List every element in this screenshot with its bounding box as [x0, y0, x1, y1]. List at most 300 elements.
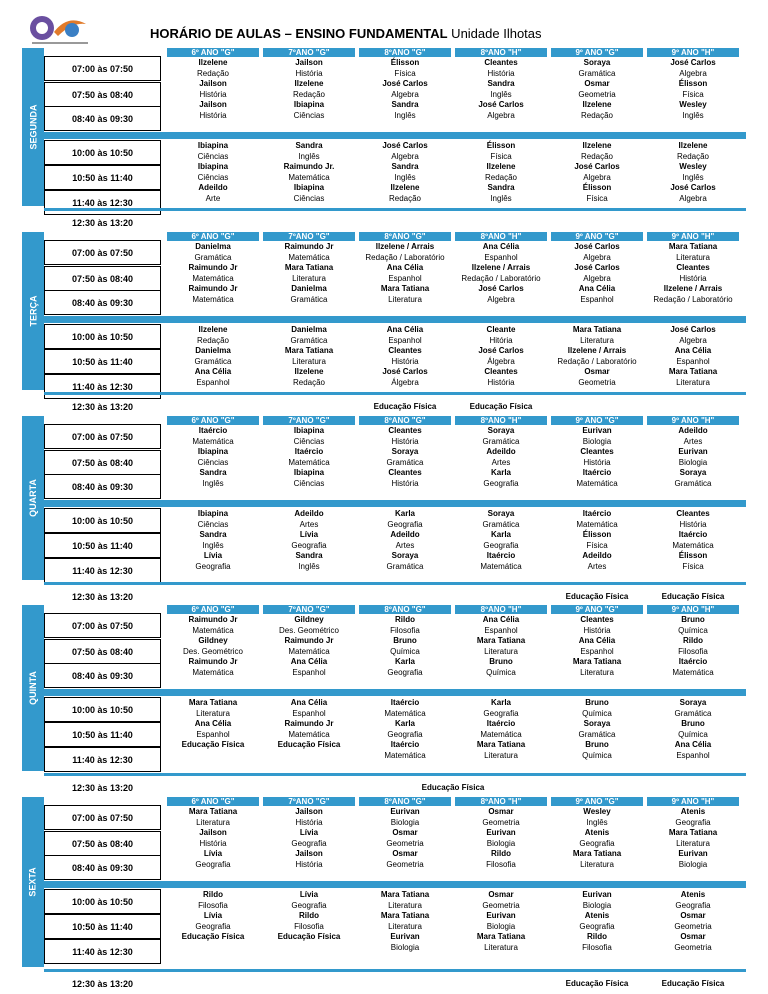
- teacher-name: Osmar: [584, 79, 610, 88]
- teacher-name: Lívia: [203, 911, 223, 920]
- subject-name: Espanhol: [292, 708, 326, 718]
- time-slot: 07:00 às 07:50: [44, 613, 161, 638]
- subject-name: Gramática: [290, 335, 328, 345]
- lesson-block: [263, 890, 355, 943]
- subject-name: Inglês: [682, 172, 704, 182]
- teacher-name: Itaércio: [678, 657, 708, 666]
- teacher-name: Sandra: [295, 141, 323, 150]
- teacher-name: Jailson: [199, 100, 227, 109]
- subject-name: Gramática: [578, 729, 616, 739]
- subject-name: Redação: [388, 193, 422, 203]
- lesson-block: [647, 807, 739, 870]
- lesson-block: [647, 141, 739, 204]
- subject-name: Des. Geométrico: [278, 625, 340, 635]
- subject-name: História: [199, 89, 227, 99]
- subject-name: Espanhol: [292, 667, 326, 677]
- teacher-name: Ana Célia: [386, 325, 424, 334]
- subject-name: Geometria: [674, 921, 712, 931]
- teacher-name: Ilzelene: [198, 325, 228, 334]
- time-slot: 08:40 às 09:30: [44, 290, 161, 315]
- teacher-name: Ana Célia: [578, 284, 616, 293]
- teacher-name: Raimundo Jr: [284, 636, 334, 645]
- lesson-block: [359, 509, 451, 572]
- subject-name: Literatura: [292, 356, 326, 366]
- day-end-bar: [44, 969, 746, 972]
- teacher-name: Itaércio: [294, 447, 324, 456]
- subject-name: Geografia: [387, 667, 423, 677]
- teacher-name: Ibiapina: [293, 100, 325, 109]
- subject-name: História: [487, 377, 515, 387]
- time-slot: 11:40 às 12:30: [44, 558, 161, 583]
- lunch-activity: Educação Física: [565, 592, 629, 601]
- teacher-name: Ana Célia: [482, 242, 520, 251]
- lesson-block: [647, 615, 739, 678]
- teacher-name: Itaércio: [390, 698, 420, 707]
- subject-name: Biologia: [486, 838, 516, 848]
- teacher-name: Itaércio: [486, 551, 516, 560]
- subject-name: Física: [490, 151, 512, 161]
- class-header: 7ºANO "G": [263, 797, 355, 806]
- teacher-name: Élisson: [390, 58, 420, 67]
- class-header: 8ºANO "G": [359, 605, 451, 614]
- subject-name: Gramática: [674, 478, 712, 488]
- lesson-block: [455, 426, 547, 489]
- subject-name: Matemática: [192, 667, 234, 677]
- class-header: 7ºANO "G": [263, 605, 355, 614]
- subject-name: História: [391, 478, 419, 488]
- subject-name: Física: [586, 540, 608, 550]
- subject-name: Redação / Laboratório: [653, 294, 733, 304]
- teacher-name: Élisson: [582, 530, 612, 539]
- lesson-block: [167, 426, 259, 489]
- teacher-name: Atenis: [680, 807, 706, 816]
- subject-name: Gramática: [674, 708, 712, 718]
- teacher-name: Ilzelene: [582, 141, 612, 150]
- teacher-name: Eurivan: [678, 447, 708, 456]
- lesson-block: [263, 509, 355, 572]
- subject-name: Filosofia: [294, 921, 324, 931]
- subject-name: Geografia: [483, 708, 519, 718]
- subject-name: Geografia: [291, 900, 327, 910]
- teacher-name: Eurivan: [390, 932, 420, 941]
- teacher-name: Danielma: [195, 242, 231, 251]
- teacher-name: Educação Física: [277, 740, 341, 749]
- teacher-name: Jailson: [295, 58, 323, 67]
- teacher-name: Sandra: [391, 100, 419, 109]
- lesson-block: [359, 615, 451, 678]
- teacher-name: Ibiapina: [197, 447, 229, 456]
- day-name: QUARTA: [28, 479, 39, 517]
- class-header: 9º ANO "G": [551, 48, 643, 57]
- teacher-name: Gildney: [294, 615, 324, 624]
- lesson-block: [263, 325, 355, 388]
- teacher-name: Eurivan: [582, 890, 612, 899]
- teacher-name: José Carlos: [382, 367, 428, 376]
- lesson-block: [359, 426, 451, 489]
- time-slot: 11:40 às 12:30: [44, 374, 161, 399]
- lesson-block: [263, 615, 355, 678]
- subject-name: Biologia: [582, 900, 612, 910]
- teacher-name: Raimundo Jr: [188, 615, 238, 624]
- teacher-name: Gildney: [198, 636, 228, 645]
- subject-name: Hitória: [489, 335, 513, 345]
- subject-name: Geometria: [386, 838, 424, 848]
- teacher-name: José Carlos: [670, 325, 716, 334]
- teacher-name: Adeildo: [486, 447, 516, 456]
- subject-name: Artes: [587, 561, 607, 571]
- page-title: HORÁRIO DE AULAS – ENSINO FUNDAMENTAL Unidade Ilhotas: [150, 26, 542, 41]
- subject-name: Ciências: [197, 172, 229, 182]
- teacher-name: Sandra: [199, 530, 227, 539]
- subject-name: Inglês: [298, 561, 320, 571]
- subject-name: Ciências: [293, 478, 325, 488]
- day-2: [22, 416, 746, 606]
- subject-name: Geografia: [579, 838, 615, 848]
- subject-name: Literatura: [196, 708, 230, 718]
- teacher-name: Osmar: [392, 849, 418, 858]
- break-bar: [44, 316, 746, 323]
- teacher-name: Danielma: [291, 325, 327, 334]
- subject-name: Espanhol: [484, 625, 518, 635]
- class-header: 8ºANO "H": [455, 232, 547, 241]
- teacher-name: Danielma: [291, 284, 327, 293]
- subject-name: Química: [390, 646, 420, 656]
- teacher-name: José Carlos: [670, 183, 716, 192]
- time-slot: 07:50 às 08:40: [44, 266, 161, 291]
- class-header: 9º ANO "H": [647, 416, 739, 425]
- lunch-activity: Educação Física: [565, 979, 629, 988]
- class-header: 8ºANO "G": [359, 797, 451, 806]
- subject-name: História: [199, 110, 227, 120]
- subject-name: Geometria: [482, 900, 520, 910]
- teacher-name: Soraya: [583, 58, 611, 67]
- class-header: 9º ANO "G": [551, 797, 643, 806]
- teacher-name: Cleantes: [580, 447, 614, 456]
- subject-name: Gramática: [386, 457, 424, 467]
- subject-name: Geografia: [675, 817, 711, 827]
- teacher-name: Soraya: [583, 719, 611, 728]
- subject-name: História: [487, 68, 515, 78]
- subject-name: Geografia: [483, 478, 519, 488]
- subject-name: Artes: [299, 519, 319, 529]
- subject-name: Química: [486, 667, 516, 677]
- subject-name: Matemática: [192, 436, 234, 446]
- teacher-name: Wesley: [679, 162, 707, 171]
- subject-name: Espanhol: [196, 729, 230, 739]
- teacher-name: Raimundo Jr: [188, 284, 238, 293]
- teacher-name: Karla: [394, 509, 415, 518]
- subject-name: Geografia: [195, 561, 231, 571]
- teacher-name: Lívia: [299, 530, 319, 539]
- subject-name: Literatura: [580, 335, 614, 345]
- subject-name: Matemática: [384, 750, 426, 760]
- lesson-block: [455, 807, 547, 870]
- teacher-name: Ana Célia: [194, 367, 232, 376]
- teacher-name: Sandra: [487, 183, 515, 192]
- teacher-name: Élisson: [678, 79, 708, 88]
- teacher-name: Ibiapina: [293, 183, 325, 192]
- subject-name: Biologia: [678, 457, 708, 467]
- lesson-block: [167, 615, 259, 678]
- subject-name: Literatura: [676, 377, 710, 387]
- lesson-block: [455, 141, 547, 204]
- time-slot: 07:50 às 08:40: [44, 450, 161, 475]
- subject-name: História: [583, 457, 611, 467]
- teacher-name: Rildo: [203, 890, 223, 899]
- subject-name: Literatura: [196, 817, 230, 827]
- teacher-name: Cleante: [486, 325, 516, 334]
- class-header: 9º ANO "H": [647, 797, 739, 806]
- subject-name: Ciências: [197, 457, 229, 467]
- subject-name: Redação: [580, 151, 614, 161]
- subject-name: História: [295, 817, 323, 827]
- teacher-name: Ilzelene: [486, 162, 516, 171]
- break-bar: [44, 881, 746, 888]
- teacher-name: Ilzelene / Arrais: [567, 346, 627, 355]
- subject-name: Redação / Laboratório: [461, 273, 541, 283]
- subject-name: Gramática: [386, 561, 424, 571]
- teacher-name: Soraya: [391, 551, 419, 560]
- subject-name: Algebra: [679, 193, 707, 203]
- teacher-name: Ilzelene / Arrais: [375, 242, 435, 251]
- teacher-name: Eurivan: [486, 828, 516, 837]
- lesson-block: [455, 242, 547, 305]
- subject-name: Geografia: [387, 729, 423, 739]
- teacher-name: Mara Tatiana: [572, 325, 622, 334]
- time-slot: 11:40 às 12:30: [44, 939, 161, 964]
- teacher-name: José Carlos: [382, 79, 428, 88]
- subject-name: Geometria: [482, 817, 520, 827]
- teacher-name: Cleantes: [388, 468, 422, 477]
- lesson-block: [359, 58, 451, 121]
- teacher-name: Ibiapina: [293, 468, 325, 477]
- lesson-block: [551, 890, 643, 953]
- subject-name: Química: [678, 625, 708, 635]
- subject-name: Literatura: [484, 646, 518, 656]
- subject-name: Artes: [683, 436, 703, 446]
- subject-name: Espanhol: [580, 646, 614, 656]
- day-end-bar: [44, 582, 746, 585]
- teacher-name: Soraya: [487, 509, 515, 518]
- teacher-name: Adeildo: [390, 530, 420, 539]
- lunch-time: 12:30 às 13:20: [71, 592, 134, 602]
- subject-name: Geometria: [674, 942, 712, 952]
- teacher-name: Rildo: [683, 636, 703, 645]
- teacher-name: Ibiapina: [197, 141, 229, 150]
- day-label: [22, 232, 44, 390]
- day-label: [22, 797, 44, 967]
- subject-name: Química: [582, 708, 612, 718]
- teacher-name: Mara Tatiana: [668, 828, 718, 837]
- lunch-time: 12:30 às 13:20: [71, 218, 134, 228]
- teacher-name: Adeildo: [678, 426, 708, 435]
- lesson-block: [263, 141, 355, 204]
- teacher-name: José Carlos: [574, 162, 620, 171]
- teacher-name: Atenis: [584, 911, 610, 920]
- teacher-name: Itaércio: [678, 530, 708, 539]
- teacher-name: Osmar: [488, 890, 514, 899]
- subject-name: Biologia: [582, 436, 612, 446]
- subject-name: Ciências: [293, 193, 325, 203]
- teacher-name: Ana Célia: [194, 719, 232, 728]
- time-slot: 07:00 às 07:50: [44, 805, 161, 830]
- subject-name: Des. Geométrico: [182, 646, 244, 656]
- teacher-name: Bruno: [393, 636, 417, 645]
- subject-name: Geografia: [291, 838, 327, 848]
- subject-name: Gramática: [194, 252, 232, 262]
- subject-name: História: [199, 838, 227, 848]
- teacher-name: Sandra: [487, 79, 515, 88]
- subject-name: Inglês: [490, 193, 512, 203]
- lesson-block: [647, 58, 739, 121]
- lesson-block: [167, 807, 259, 870]
- teacher-name: Mara Tatiana: [668, 367, 718, 376]
- teacher-name: Raimundo Jr: [188, 657, 238, 666]
- lesson-block: [551, 325, 643, 388]
- subject-name: Algebra: [679, 335, 707, 345]
- subject-name: Inglês: [490, 89, 512, 99]
- time-slot: 10:00 às 10:50: [44, 508, 161, 533]
- subject-name: História: [583, 625, 611, 635]
- class-header: 6º ANO "G": [167, 797, 259, 806]
- subject-name: Arte: [205, 193, 221, 203]
- subject-name: Literatura: [676, 252, 710, 262]
- class-header: 9º ANO "G": [551, 605, 643, 614]
- teacher-name: Mara Tatiana: [476, 740, 526, 749]
- teacher-name: Osmar: [680, 932, 706, 941]
- subject-name: Redação: [292, 377, 326, 387]
- lunch-time: 12:30 às 13:20: [71, 402, 134, 412]
- time-slot: 10:00 às 10:50: [44, 140, 161, 165]
- subject-name: Matemática: [384, 708, 426, 718]
- teacher-name: Mara Tatiana: [188, 807, 238, 816]
- subject-name: Filosofia: [198, 900, 228, 910]
- teacher-name: Cleantes: [484, 58, 518, 67]
- teacher-name: Mara Tatiana: [380, 890, 430, 899]
- subject-name: Inglês: [394, 110, 416, 120]
- class-header: 8ºANO "H": [455, 48, 547, 57]
- time-slot: 11:40 às 12:30: [44, 190, 161, 215]
- day-name: TERÇA: [28, 295, 38, 327]
- teacher-name: Ilzelene / Arrais: [471, 263, 531, 272]
- subject-name: Matemática: [288, 457, 330, 467]
- teacher-name: Educação Física: [181, 932, 245, 941]
- teacher-name: Raimundo Jr: [284, 719, 334, 728]
- lesson-block: [359, 890, 451, 953]
- teacher-name: Ana Célia: [290, 698, 328, 707]
- subject-name: História: [391, 356, 419, 366]
- teacher-name: Danielma: [195, 346, 231, 355]
- teacher-name: Eurivan: [678, 849, 708, 858]
- teacher-name: Ilzelene: [678, 141, 708, 150]
- time-slot: 08:40 às 09:30: [44, 855, 161, 880]
- lunch-activity: Educação Física: [373, 402, 437, 411]
- teacher-name: Mara Tatiana: [572, 849, 622, 858]
- subject-name: Literatura: [580, 667, 614, 677]
- subject-name: Matemática: [672, 540, 714, 550]
- teacher-name: Atenis: [584, 828, 610, 837]
- teacher-name: Soraya: [679, 698, 707, 707]
- subject-name: Inglês: [394, 172, 416, 182]
- teacher-name: Sandra: [391, 162, 419, 171]
- subject-name: Matemática: [192, 625, 234, 635]
- teacher-name: Osmar: [584, 367, 610, 376]
- teacher-name: Karla: [394, 657, 415, 666]
- lesson-block: [551, 242, 643, 305]
- class-header: 8ºANO "G": [359, 232, 451, 241]
- subject-name: Química: [678, 729, 708, 739]
- lesson-block: [263, 698, 355, 751]
- lunch-time: 12:30 às 13:20: [71, 979, 134, 989]
- subject-name: Espanhol: [388, 273, 422, 283]
- subject-name: História: [679, 519, 707, 529]
- teacher-name: Cleantes: [388, 426, 422, 435]
- subject-name: Geometria: [578, 377, 616, 387]
- time-slot: 10:00 às 10:50: [44, 889, 161, 914]
- lesson-block: [263, 807, 355, 870]
- teacher-name: Raimundo Jr: [284, 242, 334, 251]
- teacher-name: Raimundo Jr: [188, 263, 238, 272]
- subject-name: Física: [682, 89, 704, 99]
- day-name: QUINTA: [28, 671, 38, 705]
- break-bar: [44, 500, 746, 507]
- teacher-name: Ana Célia: [290, 657, 328, 666]
- teacher-name: Ana Célia: [578, 636, 616, 645]
- subject-name: Literatura: [292, 273, 326, 283]
- teacher-name: Cleantes: [484, 367, 518, 376]
- subject-name: Redação: [676, 151, 710, 161]
- teacher-name: Rildo: [395, 615, 415, 624]
- teacher-name: Jailson: [295, 807, 323, 816]
- subject-name: Matemática: [192, 294, 234, 304]
- time-slot: 07:50 às 08:40: [44, 831, 161, 856]
- teacher-name: Wesley: [679, 100, 707, 109]
- teacher-name: Mara Tatiana: [188, 698, 238, 707]
- time-slot: 07:00 às 07:50: [44, 56, 161, 81]
- subject-name: Geografia: [675, 900, 711, 910]
- time-slot: 10:00 às 10:50: [44, 697, 161, 722]
- day-0: [22, 48, 746, 232]
- subject-name: Inglês: [586, 817, 608, 827]
- teacher-name: Cleantes: [580, 615, 614, 624]
- subject-name: Literatura: [388, 294, 422, 304]
- teacher-name: José Carlos: [478, 100, 524, 109]
- subject-name: Matemática: [672, 667, 714, 677]
- lesson-block: [359, 698, 451, 761]
- teacher-name: Bruno: [681, 719, 705, 728]
- break-bar: [44, 689, 746, 696]
- class-header: 6º ANO "G": [167, 605, 259, 614]
- subject-name: Redação: [292, 89, 326, 99]
- teacher-name: Mara Tatiana: [284, 346, 334, 355]
- subject-name: História: [679, 273, 707, 283]
- teacher-name: Ilzelene: [294, 79, 324, 88]
- subject-name: Inglês: [202, 540, 224, 550]
- subject-name: Redação: [580, 110, 614, 120]
- lesson-block: [167, 325, 259, 388]
- subject-name: Física: [682, 561, 704, 571]
- subject-name: Espanhol: [676, 356, 710, 366]
- teacher-name: Raimundo Jr.: [283, 162, 335, 171]
- subject-name: Inglês: [298, 151, 320, 161]
- lesson-block: [455, 890, 547, 953]
- teacher-name: Mara Tatiana: [572, 657, 622, 666]
- day-1: [22, 232, 746, 416]
- teacher-name: Karla: [490, 468, 511, 477]
- subject-name: Matemática: [288, 646, 330, 656]
- teacher-name: Cleantes: [388, 346, 422, 355]
- teacher-name: Ilzelene: [294, 367, 324, 376]
